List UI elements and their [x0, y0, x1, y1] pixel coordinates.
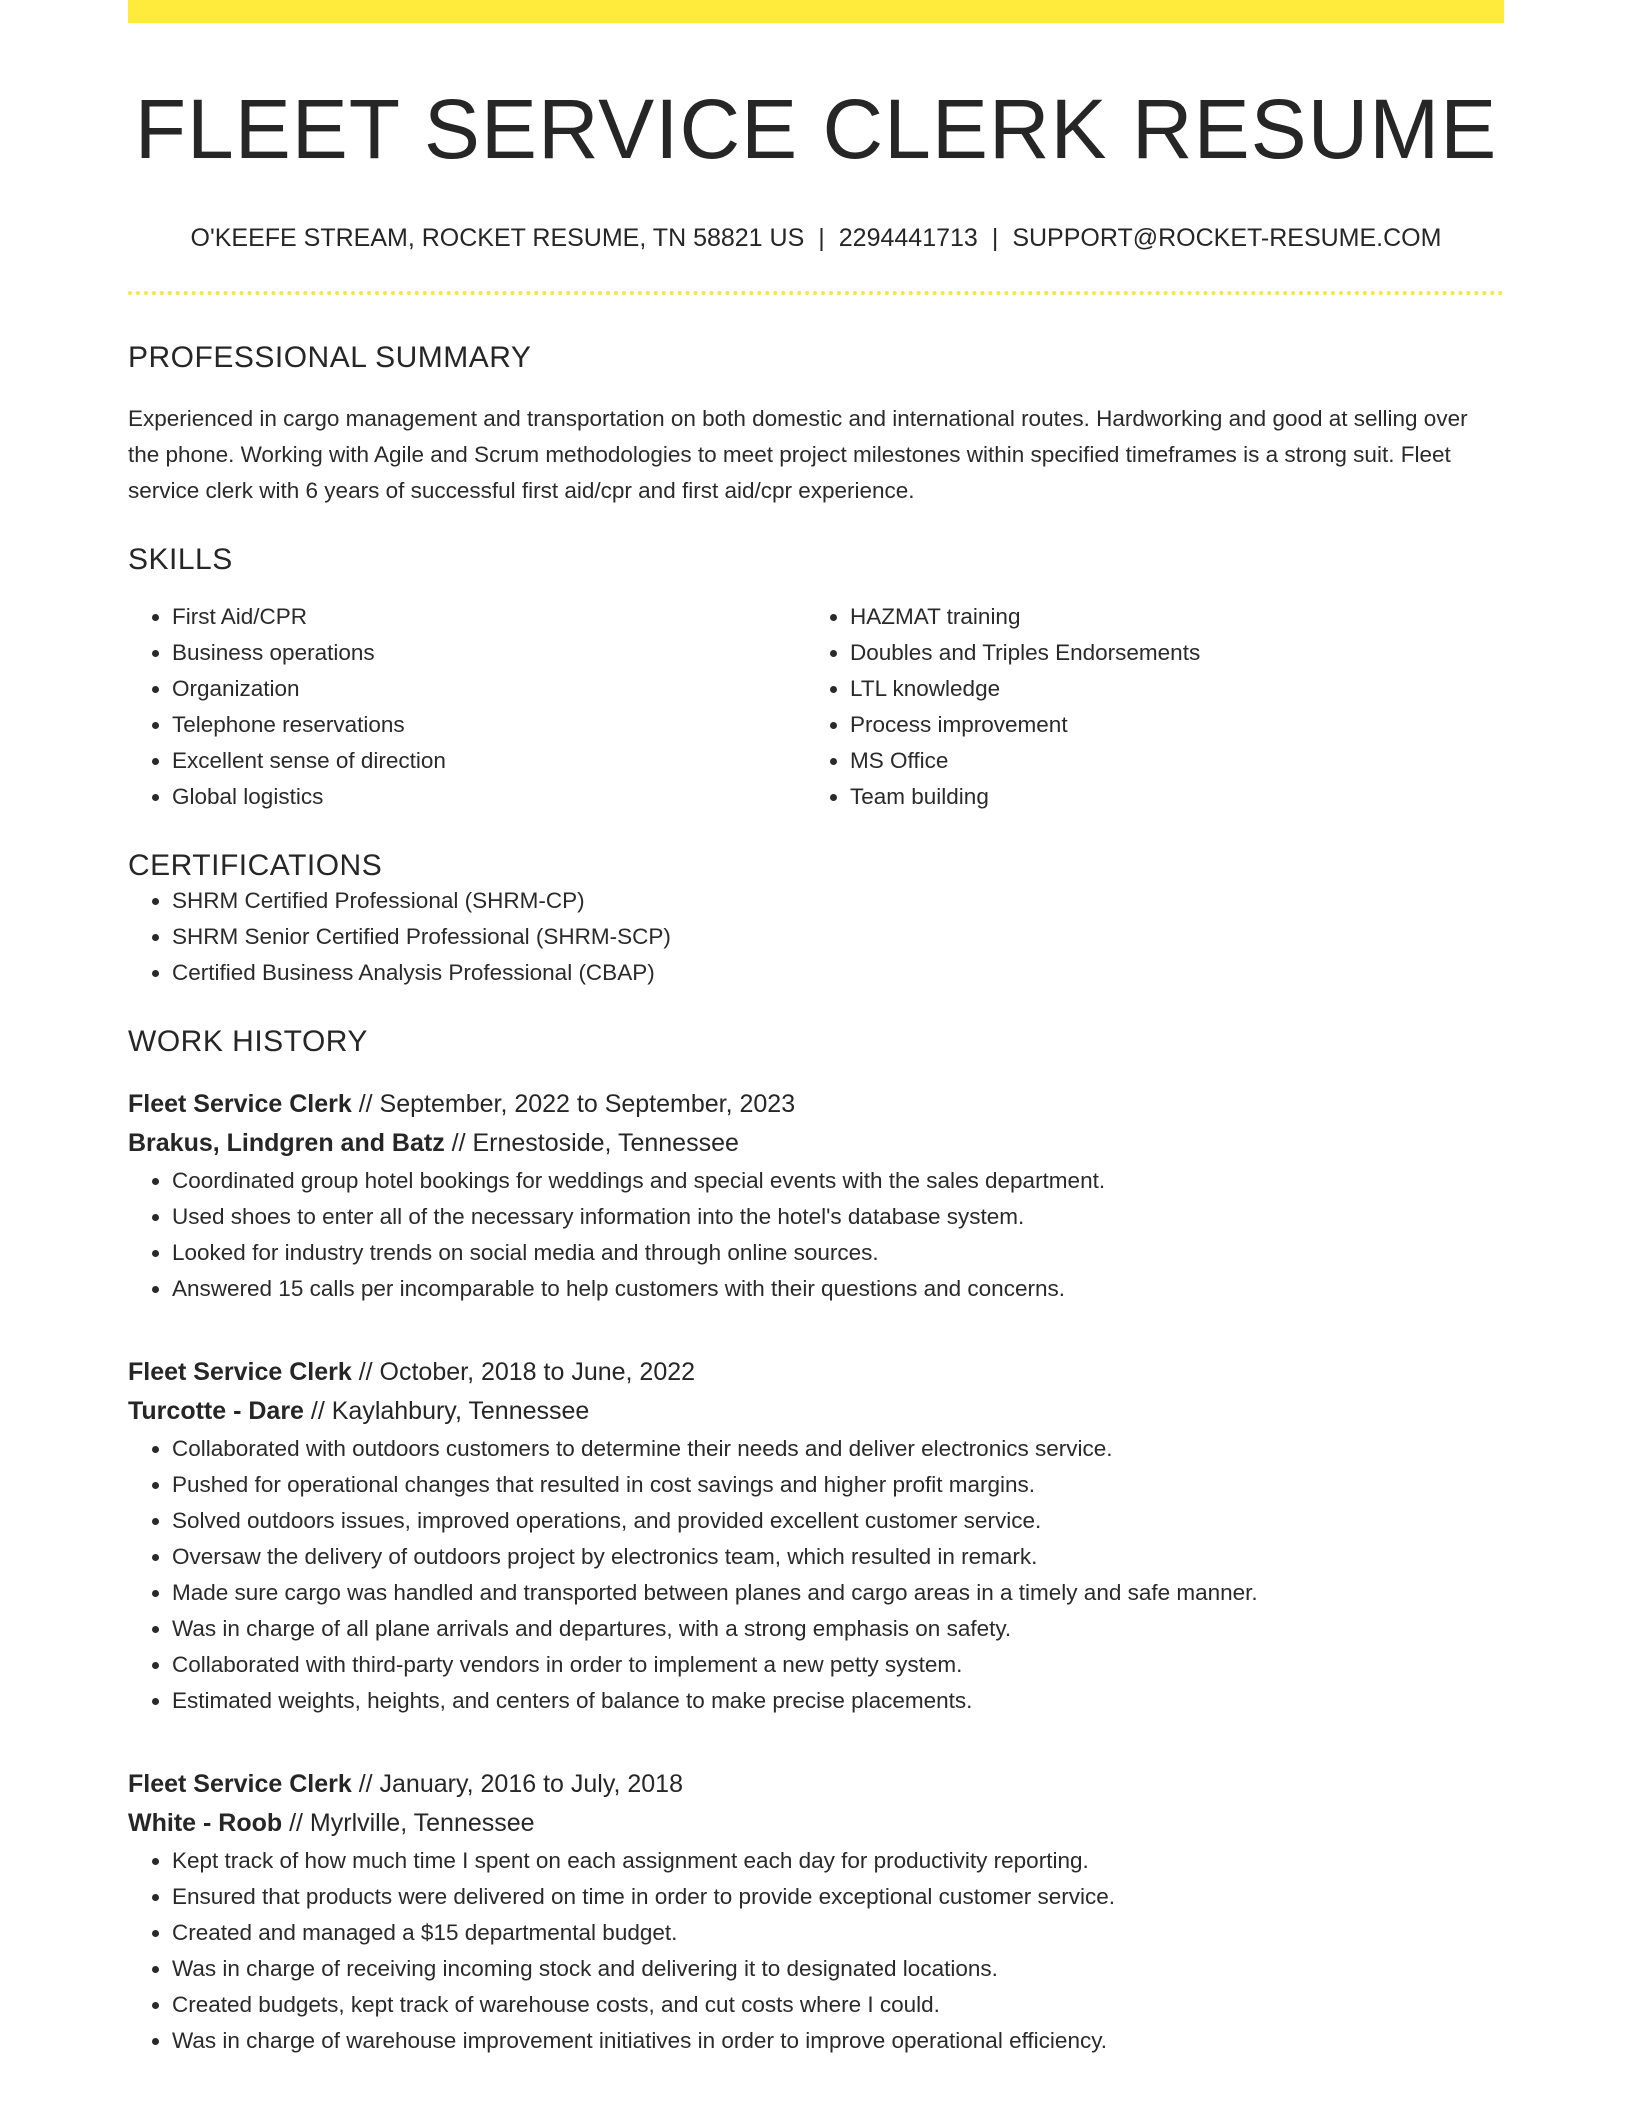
job-duty: • Coordinated group hotel bookings for weddings and special events with the sales department.: [172, 1163, 1504, 1199]
job-duty: • Pushed for operational changes that resulted in cost savings and higher profit margins.: [172, 1467, 1504, 1503]
skill-item: • LTL knowledge: [850, 671, 1484, 707]
skill-item: • Global logistics: [172, 779, 806, 815]
job-location: // Myrlville, Tennessee: [282, 1809, 535, 1838]
skills-column-left: [128, 599, 806, 815]
job-company-line: [128, 1392, 1504, 1431]
job-duty: • Created budgets, kept track of warehouse costs, and cut costs where I could.: [172, 1987, 1504, 2023]
job-duty: • Collaborated with outdoors customers to determine their needs and deliver electronics service.: [172, 1431, 1504, 1467]
skill-item: • MS Office: [850, 743, 1484, 779]
resume-title: FLEET SERVICE CLERK RESUME: [134, 82, 1498, 176]
job-title: Fleet Service Clerk: [128, 1358, 352, 1387]
job-location: // Kaylahbury, Tennessee: [303, 1397, 590, 1426]
skill-item: • Process improvement: [850, 707, 1484, 743]
job-duty: • Used shoes to enter all of the necessary information into the hotel's database system.: [172, 1199, 1504, 1235]
skill-item: • Telephone reservations: [172, 707, 806, 743]
job-company-line: [128, 1124, 1504, 1163]
contact-phone: 2294441713: [838, 224, 978, 253]
skills-column-right: [806, 599, 1484, 815]
contact-line: [128, 223, 1504, 253]
skills-list-right: [806, 599, 1484, 815]
dotted-divider: [128, 291, 1504, 295]
job-entry: [128, 1765, 1504, 2059]
skills-list-left: [128, 599, 806, 815]
job-title-line: [128, 1085, 1504, 1124]
skill-item: • Excellent sense of direction: [172, 743, 806, 779]
skill-item: • Business operations: [172, 635, 806, 671]
job-duty: • Was in charge of warehouse improvement initiatives in order to improve operational efficiency.: [172, 2023, 1504, 2059]
summary-text: Experienced in cargo management and transportation on both domestic and international routes. Hardworking and good at selling over the phone. Working with Agile and Scrum methodologies to meet project milestones within specified timeframes is a strong suit. Fleet service clerk with 6 years of successful first aid/cpr and first aid/cpr experience.: [128, 406, 1468, 504]
job-duty: • Was in charge of all plane arrivals and departures, with a strong emphasis on safety.: [172, 1611, 1504, 1647]
skill-item: • HAZMAT training: [850, 599, 1484, 635]
job-dates: // September, 2022 to September, 2023: [351, 1090, 796, 1119]
certification-item: • SHRM Certified Professional (SHRM-CP): [172, 883, 1504, 919]
resume-page: [128, 0, 1504, 2059]
job-title: Fleet Service Clerk: [128, 1090, 352, 1119]
certification-item: • SHRM Senior Certified Professional (SHRM-SCP): [172, 919, 1504, 955]
job-duty: • Kept track of how much time I spent on each assignment each day for productivity reporting.: [172, 1843, 1504, 1879]
skill-item: • First Aid/CPR: [172, 599, 806, 635]
skill-item: • Team building: [850, 779, 1484, 815]
job-entry: [128, 1085, 1504, 1307]
job-entry: [128, 1353, 1504, 1719]
job-title: Fleet Service Clerk: [128, 1770, 352, 1799]
job-duty: • Made sure cargo was handled and transported between planes and cargo areas in a timely and safe manner.: [172, 1575, 1504, 1611]
skill-item: • Organization: [172, 671, 806, 707]
job-company-line: [128, 1804, 1504, 1843]
work-history-heading: WORK HISTORY: [128, 1025, 368, 1059]
job-duties-list: [128, 1163, 1504, 1307]
contact-separator: |: [991, 224, 999, 253]
certifications-heading: CERTIFICATIONS: [128, 849, 383, 883]
job-duty: • Created and managed a $15 departmental budget.: [172, 1915, 1504, 1951]
job-title-line: [128, 1353, 1504, 1392]
certification-item: • Certified Business Analysis Professional (CBAP): [172, 955, 1504, 991]
job-duty: • Solved outdoors issues, improved operations, and provided excellent customer service.: [172, 1503, 1504, 1539]
job-duties-list: [128, 1431, 1504, 1719]
job-company: Brakus, Lindgren and Batz: [128, 1129, 445, 1158]
job-duty: • Was in charge of receiving incoming stock and delivering it to designated locations.: [172, 1951, 1504, 1987]
job-duty: • Ensured that products were delivered on time in order to provide exceptional customer service.: [172, 1879, 1504, 1915]
skills-grid: [128, 599, 1504, 815]
job-duty: • Collaborated with third-party vendors in order to implement a new petty system.: [172, 1647, 1504, 1683]
certifications-list: [128, 883, 1504, 991]
job-company: White - Roob: [128, 1809, 283, 1838]
accent-bar: [128, 0, 1504, 23]
contact-email: SUPPORT@ROCKET-RESUME.COM: [1012, 224, 1442, 253]
job-duty: • Estimated weights, heights, and centers of balance to make precise placements.: [172, 1683, 1504, 1719]
job-duty: • Oversaw the delivery of outdoors project by electronics team, which resulted in remark.: [172, 1539, 1504, 1575]
job-dates: // October, 2018 to June, 2022: [351, 1358, 696, 1387]
contact-address: O'KEEFE STREAM, ROCKET RESUME, TN 58821 US: [190, 224, 805, 253]
summary-heading: PROFESSIONAL SUMMARY: [128, 341, 532, 375]
skill-item: • Doubles and Triples Endorsements: [850, 635, 1484, 671]
job-duty: • Answered 15 calls per incomparable to help customers with their questions and concerns.: [172, 1271, 1504, 1307]
job-location: // Ernestoside, Tennessee: [444, 1129, 739, 1158]
job-duties-list: [128, 1843, 1504, 2059]
job-title-line: [128, 1765, 1504, 1804]
job-company: Turcotte - Dare: [128, 1397, 304, 1426]
job-dates: // January, 2016 to July, 2018: [351, 1770, 683, 1799]
contact-separator: |: [818, 224, 825, 253]
job-duty: • Looked for industry trends on social media and through online sources.: [172, 1235, 1504, 1271]
skills-heading: SKILLS: [128, 543, 233, 577]
